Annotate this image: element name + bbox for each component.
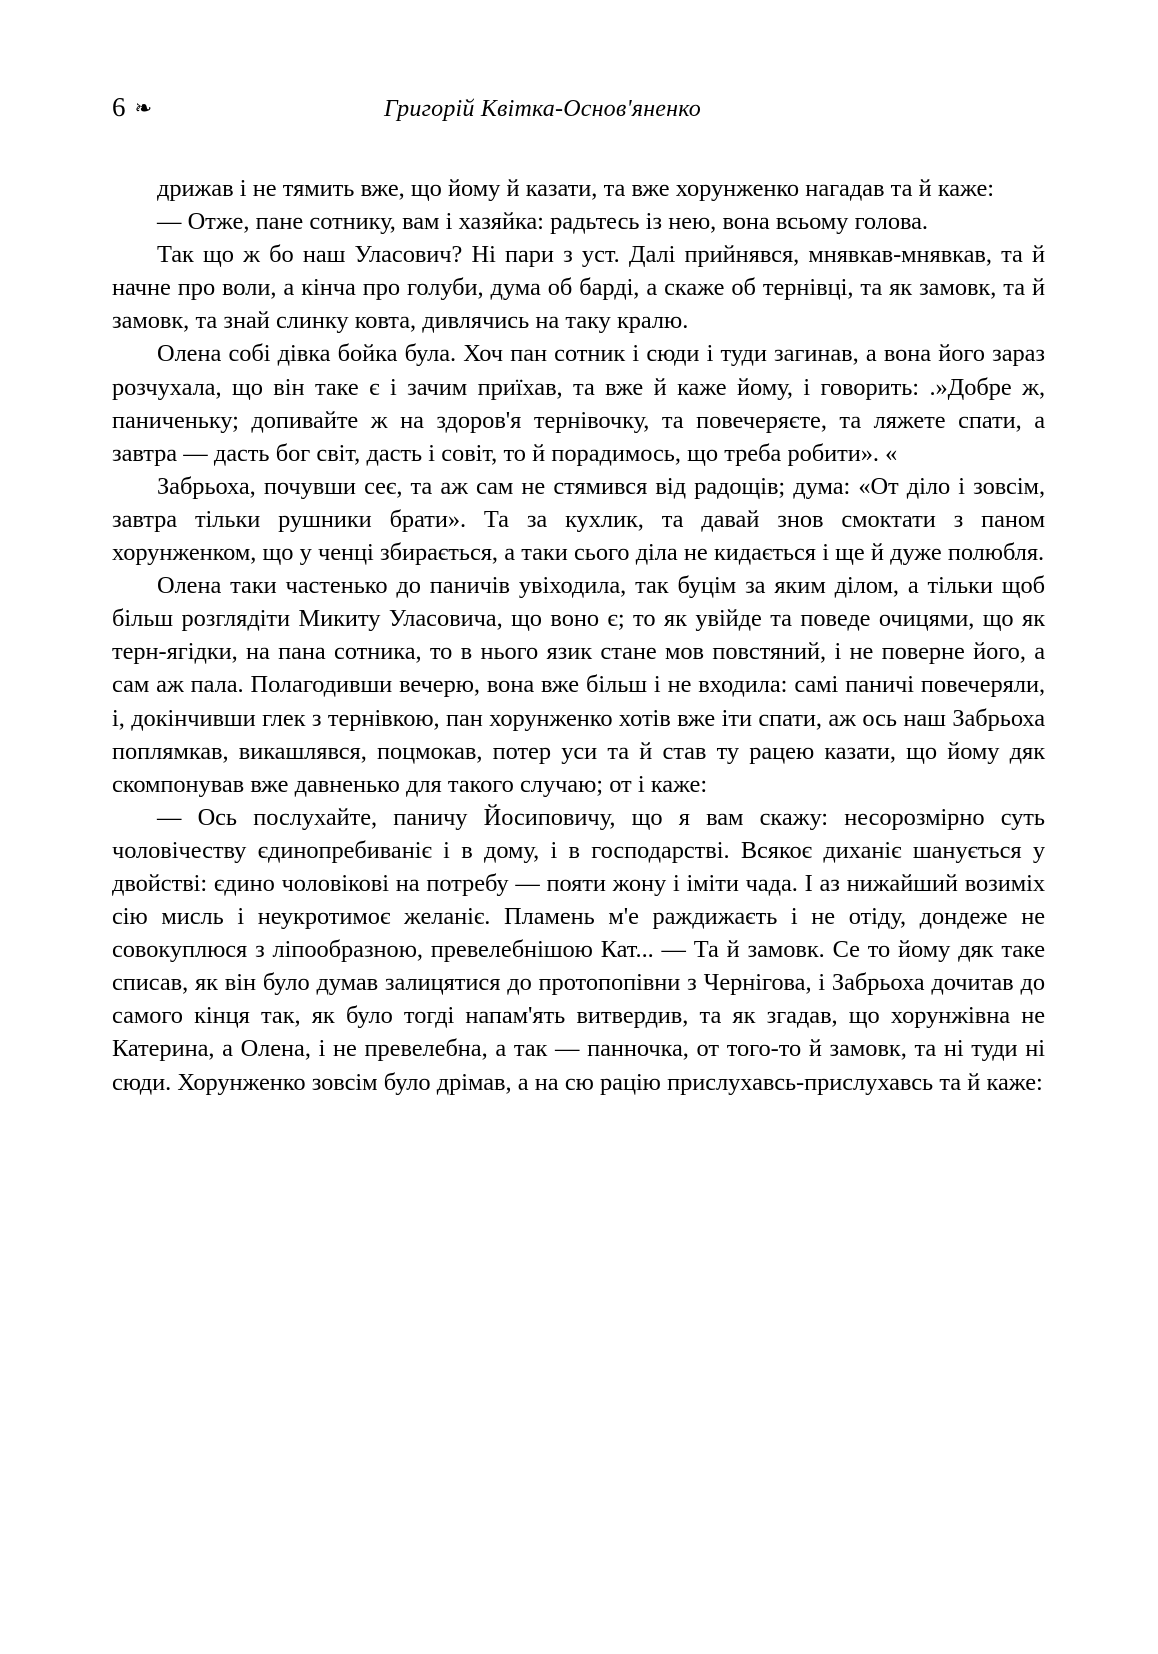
paragraph: Забрьоха, почувши сеє, та аж сам не стямився від радощів; дума: «От діло і зовсім, завтра тільки рушники брати». Та за кухлик, та давай знов смоктати з паном хорунженком, що у ченці збирається, а таки сього діла не кидається і ще й дуже полюбля. <box>112 472 1045 567</box>
paragraph: Олена таки частенько до паничів увіходила, так буцім за яким ділом, а тільки щоб більш розглядіти Микиту Уласовича, що воно є; то як увійде та поведе очицями, що як терн-ягідки, на пана сотника, то в нього язик стане мов повстяний, і не поверне його, а сам аж пала. Полагодивши вечерю, вона вже більш і не входила: самі паничі повечеряли, і, докінчивши глек з тернівкою, пан хорунженко хотів вже іти спати, аж ось наш Забрьоха поплямкав, викашлявся, поцмокав, потер уси та й став ту рацею казати, що йому дяк скомпонував вже давненько для такого случаю; от і каже: <box>112 572 1045 798</box>
paragraph: дрижав і не тямить вже, що йому й казати, та вже хорунженко нагадав та й каже: <box>157 175 995 202</box>
header-author-name: Григорій Квітка-Основ'яненко <box>384 96 701 122</box>
paragraph: Так що ж бо наш Уласович? Ні пари з уст. Далі прийнявся, мнявкав-мнявкав, та й начне про воли, а кінча про голуби, дума об барді, а скаже об тернівці, та як замовк, та й замовк, та знай слинку ковта, дивлячись на таку кралю. <box>112 241 1045 335</box>
fleuron-ornament-icon: ❧ <box>134 96 153 120</box>
running-header <box>112 92 1045 132</box>
paragraph: — Отже, пане сотнику, вам і хазяйка: радьтесь із нею, вона всьому голова. <box>157 208 928 236</box>
body-text-column <box>112 172 1045 1099</box>
paragraph: Олена собі дівка бойка була. Хоч пан сотник і сюди і туди загинав, а вона його зараз розчухала, що він таке є і зачим приїхав, та вже й каже йому, і говорить: .»Добре ж, паниченьку; допивайте ж на здоров'я тернівочку, та повечеряєте, та ляжете спати, а завтра — дасть бог світ, дасть і совіт, то й порадимось, що треба робити». « <box>112 340 1045 467</box>
page-number: 6 <box>112 92 126 122</box>
folio-group <box>112 92 152 124</box>
paragraph: — Ось послухайте, паничу Йосиповичу, що я вам скажу: несорозмірно суть чоловічеству єдинопребиваніє і в дому, і в господарстві. Всякоє диханіє шанується у двойстві: єдино чоловікові на потребу — пояти жону і іміти чада. І аз нижайший возиміх сію мисль і неукротимоє желаніє. Пламень м'е раждижаєть і не отіду, дондеже не совокуплюся з ліпообразною, превелебнішою Кат... — Та й замовк. Се то йому дяк таке списав, як він було думав залицятися до протопопівни з Чернігова, і Забрьоха дочитав до самого кінця так, як було тогді напам'ять витвердив, та як згадав, що хорунжівна не Катерина, а Олена, і не превелебна, а так — панночка, от того-то й замовк, та ні туди ні сюди. Хорунженко зовсім було дрімав, а на сю рацію прислухавсь-прислухавсь та й каже: <box>112 803 1045 1096</box>
